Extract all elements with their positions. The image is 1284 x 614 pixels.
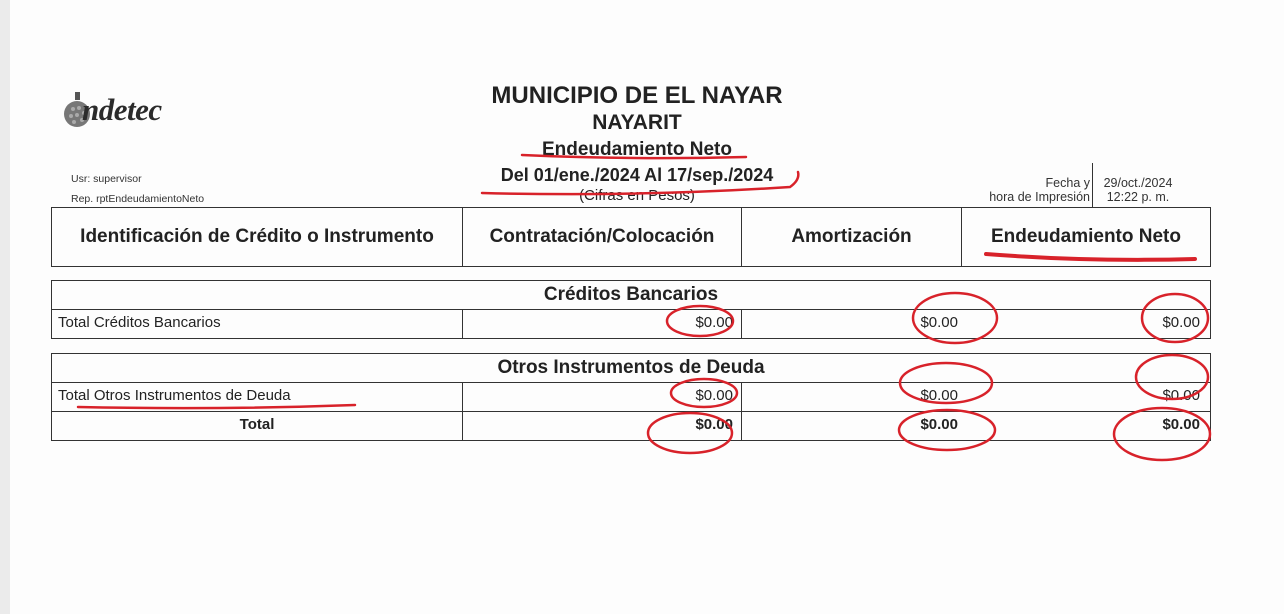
logo-text: ndetec: [82, 92, 162, 127]
row-label: Total Otros Instrumentos de Deuda: [52, 383, 463, 411]
total-amortizacion: $0.00: [920, 416, 958, 433]
report-title: Endeudamiento Neto: [541, 139, 732, 160]
value-amortizacion: $0.00: [920, 314, 958, 331]
section-otros-instrumentos: [51, 353, 1211, 441]
total-contratacion: $0.00: [463, 412, 742, 440]
print-date: 29/oct./2024: [1103, 176, 1173, 190]
value-endeudamiento: $0.00: [1162, 314, 1200, 331]
table-row: [52, 310, 1210, 338]
total-label: Total: [52, 412, 463, 440]
column-header-row: [51, 207, 1211, 267]
total-row: [52, 412, 1210, 440]
value-endeudamiento: $0.00: [1162, 387, 1200, 404]
section-creditos-bancarios: [51, 280, 1211, 339]
section-title: Otros Instrumentos de Deuda: [52, 354, 1210, 383]
value-contratacion: $0.00: [463, 310, 742, 338]
row-label: Total Créditos Bancarios: [52, 310, 463, 338]
print-date-label-line2: hora de Impresión: [989, 190, 1090, 204]
user-label: Usr: supervisor: [71, 173, 142, 185]
report-period: Del 01/ene./2024 Al 17/sep./2024: [500, 165, 774, 185]
municipio-title: MUNICIPIO DE EL NAYAR: [491, 82, 783, 109]
date-divider: [1092, 163, 1093, 208]
value-amortizacion: $0.00: [920, 387, 958, 404]
col-endeudamiento: Endeudamiento Neto: [990, 226, 1181, 247]
estado-title: NAYARIT: [592, 111, 682, 134]
table-row: [52, 383, 1210, 412]
col-contratacion: Contratación/Colocación: [463, 208, 742, 266]
currency-note: (Cifras en Pesos): [579, 187, 695, 204]
report-id-label: Rep. rptEndeudamientoNeto: [71, 193, 205, 205]
print-date-label: [930, 176, 1090, 204]
value-contratacion: $0.00: [463, 383, 742, 411]
total-endeudamiento: $0.00: [1162, 416, 1200, 433]
col-identificacion: Identificación de Crédito o Instrumento: [52, 208, 463, 266]
print-date-value: [1098, 176, 1178, 204]
section-title: Créditos Bancarios: [52, 281, 1210, 310]
print-date-label-line1: Fecha y: [1045, 176, 1090, 190]
print-time: 12:22 p. m.: [1106, 190, 1170, 204]
col-amortizacion: Amortización: [742, 208, 962, 266]
